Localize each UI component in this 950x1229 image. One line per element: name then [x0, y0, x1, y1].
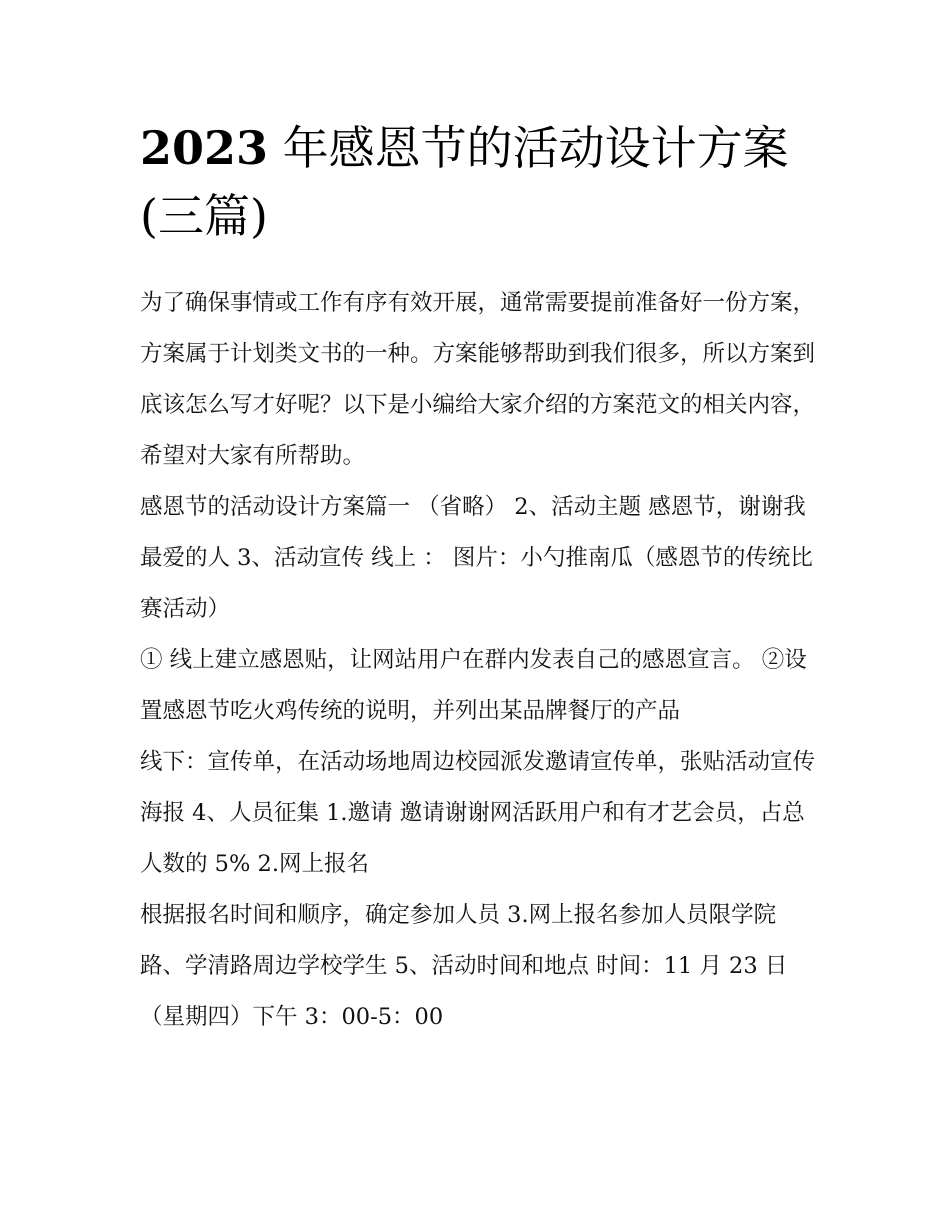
paragraph-plan-one: 感恩节的活动设计方案篇一 （省略） 2、活动主题 感恩节，谢谢我最爱的人 3、活动宣传 线上 ： 图片：小勺推南瓜（感恩节的传统比赛活动）	[140, 494, 813, 622]
paragraph-intro: 为了确保事情或工作有序有效开展，通常需要提前准备好一份方案，方案属于计划类文书的一种。方案能够帮助到我们很多，所以方案到底该怎么写才好呢？以下是小编给大家介绍的方案范文的相关内容，希望对大家有所帮助。	[140, 290, 816, 469]
document-body	[140, 278, 815, 1043]
paragraph-offline: 线下：宣传单，在活动场地周边校园派发邀请宣传单，张贴活动宣传海报 4、人员征集 1.邀请 邀请谢谢网活跃用户和有才艺会员，占总人数的 5% 2.网上报名	[140, 749, 816, 877]
paragraph-online: ① 线上建立感恩贴，让网站用户在群内发表自己的感恩宣言。 ②设置感恩节吃火鸡传统的说明，并列出某品牌餐厅的产品	[140, 647, 807, 724]
title-year: 2023	[140, 121, 269, 175]
title-text: 年感恩节的活动设计方案(三篇)	[140, 121, 789, 243]
document-title	[140, 114, 820, 250]
paragraph-schedule: 根据报名时间和顺序，确定参加人员 3.网上报名参加人员限学院路、学清路周边学校学生 5、活动时间和地点 时间：11 月 23 日（星期四）下午 3：00-5：00	[140, 902, 788, 1030]
